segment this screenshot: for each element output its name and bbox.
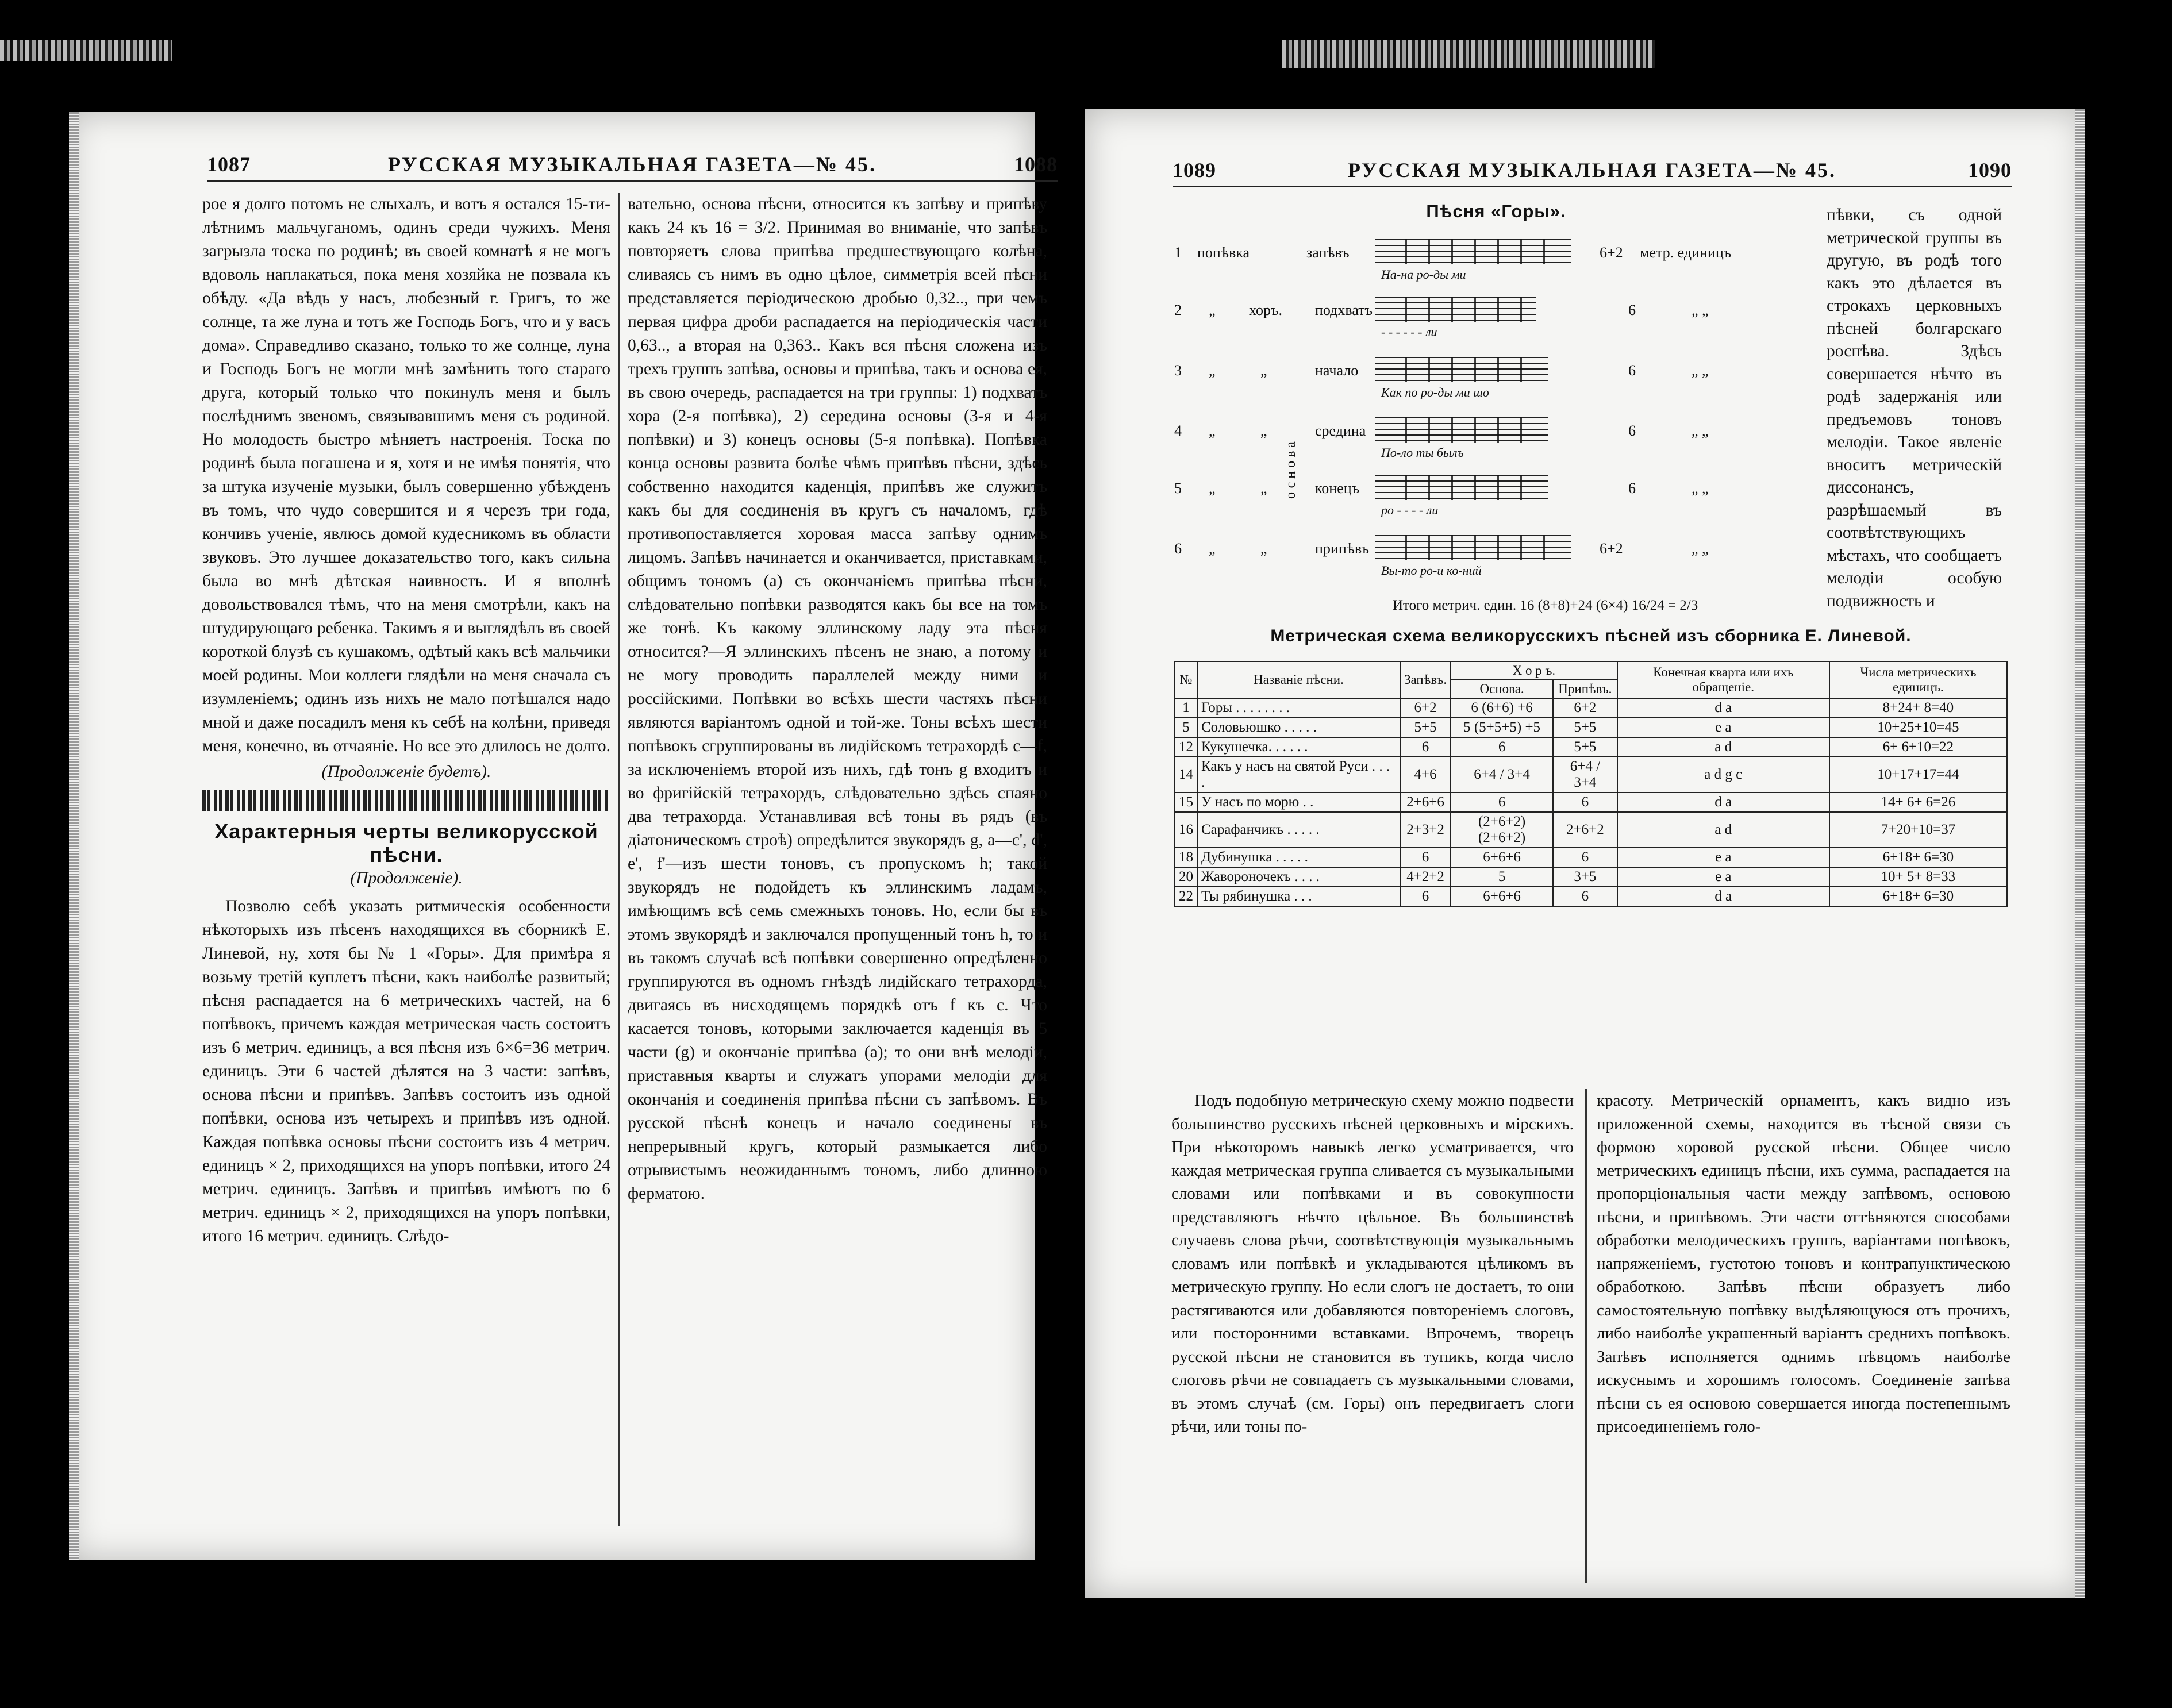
page-edge — [2075, 109, 2085, 1598]
table-row — [1175, 793, 2007, 812]
osnova-label: основа — [1283, 438, 1298, 499]
table-row — [1175, 812, 2007, 848]
table-row — [1175, 887, 2007, 906]
cell-units: 10+17+17=44 — [1829, 757, 2007, 793]
cell-units: 6+ 6+10=22 — [1829, 737, 2007, 757]
section-title: Характерныя черты великорусской пѣсни. — [214, 820, 598, 867]
cell-kvarta: a d g c — [1617, 757, 1829, 793]
page-number-right: 1090 — [1968, 159, 2012, 182]
row-label: „ — [1209, 540, 1216, 557]
cell-num: 22 — [1175, 887, 1197, 906]
cell-pripev: 5+5 — [1553, 737, 1617, 757]
cell-osnova: 5 (5+5+5) +5 — [1451, 718, 1553, 737]
section-subtitle: (Продолженіе). — [350, 869, 463, 887]
cell-kvarta: e a — [1617, 848, 1829, 867]
right-page — [1085, 109, 2085, 1598]
cell-zapev: 6 — [1400, 848, 1451, 867]
header-rule — [1173, 186, 2012, 187]
cell-num: 5 — [1175, 718, 1197, 737]
row-number: 5 — [1174, 480, 1182, 497]
music-row — [1174, 420, 1824, 460]
row-count: 6 — [1628, 422, 1636, 439]
wrap-column — [1827, 204, 2002, 613]
cell-num: 12 — [1175, 737, 1197, 757]
cell-osnova: (2+6+2)(2+6+2) — [1451, 812, 1553, 848]
page-edge — [69, 112, 79, 1560]
left-page — [69, 112, 1058, 1560]
cell-num: 1 — [1175, 698, 1197, 718]
paragraph: рое я долго потомъ не слыхалъ, и вотъ я остался 15-ти-лѣтнимъ мальчуганомъ, одинъ среди чужихъ. Меня загрызла тоска по родинѣ; въ своей комнатѣ я не могъ вдоволь наплакаться, пока меня хозяйка не позвала къ обѣду. «Да вѣдь у насъ, любезный г. Григъ, то же солнце, та же луна и тотъ же Господь Богъ, что и у васъ дома». Справедливо сказано, только то же солнце, луна и Господь Богъ не могли мнѣ замѣнить того стараго друга, который только что покинулъ меня и былъ послѣднимъ звеномъ, связывавшимъ меня съ родиной. Но молодость быстро мѣняетъ настроенія. Тоска по родинѣ была погашена и я, хотя и не имѣя понятія, что за штука изученіе музыки, былъ совершенно убѣжденъ въ томъ, что чудо совершится и я черезъ три года, кончивъ ученіе, явлюсь домой кудесникомъ въ области звуковъ. Это лучшее доказательство того, какъ сильна была во мнѣ дѣтская наивность. И я вполнѣ довольствовался тѣмъ, что на меня смотрѣли, какъ на штудирующаго ребенка. Такимъ я и выглядѣлъ въ своей короткой блузѣ съ кушакомъ, одѣтый какъ всѣ мальчики моей родины. Мои коллеги глядѣли на меня сначала съ изумленіемъ; одинъ изъ нихъ не мало потѣшался надо мной и даже посадилъ меня къ себѣ на колѣни, приведя меня, конечно, въ отчаяніе. Но все это длилось не долго. — [202, 195, 611, 755]
cell-pripev: 6 — [1553, 887, 1617, 906]
row-unit: „ „ — [1692, 302, 1709, 318]
row-unit: „ „ — [1692, 422, 1709, 439]
page-header — [1173, 158, 2012, 187]
notes — [1393, 417, 1542, 443]
metric-table — [1174, 661, 2008, 907]
row-group: „ — [1260, 540, 1267, 557]
header-title: РУССКАЯ МУЗЫКАЛЬНАЯ ГАЗЕТА—№ 45. — [1347, 159, 1837, 182]
cell-name: Дубинушка . . . . . — [1197, 848, 1400, 867]
cell-zapev: 6 — [1400, 737, 1451, 757]
row-part: конецъ — [1315, 480, 1360, 497]
row-unit: „ „ — [1692, 480, 1709, 497]
music-row — [1174, 241, 1824, 282]
cell-name: Сарафанчикъ . . . . . — [1197, 812, 1400, 848]
cell-osnova: 6+6+6 — [1451, 848, 1553, 867]
row-part: начало — [1315, 362, 1359, 379]
notes — [1393, 535, 1565, 560]
row-number: 3 — [1174, 362, 1182, 379]
table-title: Метрическая схема великорусскихъ пѣсней изъ сборника Е. Линевой. — [1270, 626, 1912, 645]
paragraph: Позволю себѣ указать ритмическія особенности нѣкоторыхъ изъ пѣсенъ находящихся въ сборникѣ Е. Линевой, ну, хотя бы № 1 «Горы». Для примѣра я возьму третій куплетъ пѣсни, какъ наиболѣе развитый; пѣсня распадается на 6 метрическихъ частей, на 6 попѣвокъ, причемъ каждая метрическая часть состоитъ изъ 6 метрич. единицъ, а вся пѣсня изъ 6×6=36 метрич. единицъ. Эти 6 частей дѣлятся на 3 части: запѣвъ, основа пѣсни и припѣвъ. Запѣвъ состоитъ изъ одной попѣвки, основа изъ четырехъ и припѣвъ изъ одной. Каждая попѣвка основы пѣсни состоитъ изъ 4 метрич. единицъ × 2, приходящихся на упоръ попѣвки, итого 24 метрич. единицъ. Запѣвъ и припѣвъ имѣютъ по 6 метрич. единицъ × 2, приходящихся на упоръ попѣвки, итого 16 метрич. единицъ. Слѣдо- — [202, 897, 610, 1245]
col-header: № — [1175, 661, 1197, 698]
table-row — [1175, 698, 2007, 718]
cell-pripev: 6+4 / 3+4 — [1553, 757, 1617, 793]
notes — [1393, 357, 1542, 382]
row-group: хоръ. — [1249, 302, 1282, 318]
column-rule — [618, 193, 620, 1526]
row-count: 6 — [1628, 480, 1636, 497]
cell-name: Какъ у насъ на святой Руси . . . . — [1197, 757, 1400, 793]
lyric: На-на ро-ды ми — [1381, 267, 1466, 282]
col-header: Основа. — [1451, 680, 1553, 698]
row-number: 4 — [1174, 422, 1182, 439]
row-group: „ — [1260, 422, 1267, 439]
cell-name: Соловьюшко . . . . . — [1197, 718, 1400, 737]
scan-noise-left — [0, 40, 172, 61]
row-part: средина — [1315, 422, 1366, 439]
cell-osnova: 6+4 / 3+4 — [1451, 757, 1553, 793]
row-label: „ — [1209, 480, 1216, 497]
cell-zapev: 2+3+2 — [1400, 812, 1451, 848]
row-count: 6 — [1628, 362, 1636, 379]
paragraph: вательно, основа пѣсни, относится къ запѣву и припѣву какъ 24 къ 16 = 3/2. Принимая во вниманіе, что запѣвъ повторяетъ слова припѣва предшествующаго колѣна, сливаясь съ нимъ въ одно цѣлое, симметрія всей пѣсни представляется періодическою дробью 0,32.., при чемъ первая цифра дроби распадается на періодическія части 0,63.., а вторая на 0,363.. Какъ вся пѣсня сложена изъ трехъ группъ запѣва, основы и припѣва, такъ и основа ея, въ свою очередь, распадается на три группы: 1) подхватъ хора (2-я попѣвка), 2) середина основы (3-я и 4-я попѣвки) и 3) конецъ основы (5-я попѣвка). Попѣвка конца основы развита болѣе чѣмъ припѣвъ пѣсни, здѣсь собственно находится каденція, припѣвъ же служитъ какъ бы для соединенія въ кругъ съ началомъ, гдѣ противопоставляется хоровая масса запѣву однимъ лицомъ. Запѣвъ начинается и оканчивается, приставками, общимъ тономъ (a) съ окончаніемъ припѣва пѣсни, слѣдовательно попѣвки разводятся какъ бы все на томъ же тонѣ. Къ какому эллинскому ладу эта пѣсня относится?—Я эллинскихъ пѣсенъ не знаю, а потому и не могу проводить параллелей между ними и россійскими. Попѣвки во всѣхъ шести частяхъ пѣсни являются варіантомъ одной и той-же. Тоны всѣхъ шести попѣвокъ сгруппированы въ лидійскомъ тетрахордѣ c—f, за исключеніемъ второй изъ нихъ, гдѣ тонъ g входитъ и во фригійскій тетрахордъ, слѣдовательно здѣсь спаяно два тетрахорда. Устанавливая всѣ тоны въ рядъ (въ діатоническомъ строѣ) опредѣлится звукорядъ g, a—c', d', e', f'—изъ шести тоновъ, съ пропускомъ h; такой звукорядъ не подойдетъ къ эллинскимъ ладамъ, имѣющимъ всѣ семь смежныхъ тоновъ. Но, если бы въ этомъ звукорядѣ и заключался пропущенный тонъ h, то и въ такомъ случаѣ всѣ попѣвки совершенно опредѣленно группируются въ одномъ гнѣздѣ лидійскаго тетрахорда, двигаясь въ нисходящемъ порядкѣ отъ f къ c. Что касается тоновъ, которыми заключается каденція въ 5 части (g) и окончаніе припѣва (a); то они внѣ мелодіи, приставныя кварты и служатъ упорами мелодіи для окончанія и соединенія припѣва пѣсни съ запѣвомъ. Въ русской пѣснѣ конецъ и начало соединены въ непрерывный кругъ, который размыкается либо отрывистымъ неожиданнымъ тономъ, либо длинною ферматою. — [628, 195, 1047, 1203]
table-header-row — [1175, 661, 2007, 680]
lyric: ро - - - - ли — [1381, 503, 1439, 517]
music-row — [1174, 299, 1824, 339]
col-header: Припѣвъ. — [1553, 680, 1617, 698]
cell-kvarta: d a — [1617, 887, 1829, 906]
ornament-divider — [202, 790, 610, 811]
music-row — [1174, 477, 1824, 517]
cell-units: 6+18+ 6=30 — [1829, 887, 2007, 906]
cell-units: 14+ 6+ 6=26 — [1829, 793, 2007, 812]
cell-zapev: 5+5 — [1400, 718, 1451, 737]
cell-osnova: 5 — [1451, 867, 1553, 887]
column-rule — [1585, 1089, 1587, 1583]
cell-pripev: 6 — [1553, 848, 1617, 867]
cell-name: Жавороночекъ . . . . — [1197, 867, 1400, 887]
row-part: припѣвъ — [1315, 540, 1369, 557]
scan-noise-right — [1282, 40, 1655, 68]
lyric: По-ло ты былъ — [1381, 445, 1464, 460]
cell-kvarta: e a — [1617, 867, 1829, 887]
paragraph: красоту. Метрическій орнаментъ, какъ видно изъ приложенной схемы, находится въ тѣсной связи съ формою хоровой русской пѣсни. Общее число метрическихъ единицъ пѣсни, ихъ сумма, распадается на пропорціональныя части между запѣвомъ, основою пѣсни, и припѣвомъ. Эти части оттѣняются способами обработки мелодическихъ группъ, варіантами попѣвокъ, напряженіемъ, густотою тоновъ и контрапунктическою обработкою. Запѣвъ пѣсни образуетъ либо самостоятельную попѣвку выдѣляющуюся отъ прочихъ, либо наиболѣе украшенный варіантъ среднихъ попѣвокъ. Запѣвъ исполняется однимъ пѣвцомъ наиболѣе искуснымъ и хорошимъ голосомъ. Соединеніе запѣва пѣсни съ ея основою совершается иногда постепеннымъ присоединеніемъ голо- — [1597, 1091, 2010, 1436]
col-header: Х о р ъ. — [1451, 661, 1617, 680]
scan-background — [0, 0, 2172, 86]
col-header: Запѣвъ. — [1400, 661, 1451, 698]
cell-name: Горы . . . . . . . . — [1197, 698, 1400, 718]
cell-pripev: 3+5 — [1553, 867, 1617, 887]
row-unit: „ „ — [1692, 540, 1709, 557]
cell-pripev: 6 — [1553, 793, 1617, 812]
cell-num: 16 — [1175, 812, 1197, 848]
cell-num: 18 — [1175, 848, 1197, 867]
row-unit: метр. единицъ — [1640, 244, 1732, 261]
row-number: 1 — [1174, 244, 1182, 261]
row-count: 6 — [1628, 302, 1636, 318]
col-header: Числа метрическихъ единицъ. — [1829, 661, 2007, 698]
table-row — [1175, 848, 2007, 867]
cell-name: У насъ по морю . . — [1197, 793, 1400, 812]
cell-name: Ты рябинушка . . . — [1197, 887, 1400, 906]
notes — [1393, 297, 1531, 322]
col-header: Конечная кварта или ихъ обращеніе. — [1617, 661, 1829, 698]
cell-num: 20 — [1175, 867, 1197, 887]
right-column-1 — [1171, 1089, 1574, 1438]
row-label: „ — [1209, 302, 1216, 318]
row-group: „ — [1260, 362, 1267, 379]
cell-osnova: 6 (6+6) +6 — [1451, 698, 1553, 718]
cell-name: Кукушечка. . . . . . — [1197, 737, 1400, 757]
page-header — [207, 152, 1058, 181]
cell-units: 8+24+ 8=40 — [1829, 698, 2007, 718]
page-number-left: 1089 — [1173, 159, 1216, 182]
cell-units: 10+25+10=45 — [1829, 718, 2007, 737]
header-rule — [207, 180, 1058, 182]
music-row — [1174, 359, 1824, 399]
lyric: Как по ро-ды ми шо — [1381, 385, 1489, 399]
table-row — [1175, 867, 2007, 887]
row-unit: „ „ — [1692, 362, 1709, 379]
notes — [1393, 239, 1565, 264]
cell-pripev: 5+5 — [1553, 718, 1617, 737]
row-number: 2 — [1174, 302, 1182, 318]
lyric: - - - - - - ли — [1381, 325, 1437, 339]
table-row — [1175, 718, 2007, 737]
col-header: Названіе пѣсни. — [1197, 661, 1400, 698]
cell-zapev: 6+2 — [1400, 698, 1451, 718]
cell-osnova: 6+6+6 — [1451, 887, 1553, 906]
row-part: подхватъ — [1315, 302, 1373, 318]
cell-num: 15 — [1175, 793, 1197, 812]
cell-pripev: 2+6+2 — [1553, 812, 1617, 848]
cell-units: 10+ 5+ 8=33 — [1829, 867, 2007, 887]
page-number-left: 1087 — [207, 153, 251, 176]
paragraph: Подъ подобную метрическую схему можно подвести большинство русскихъ пѣсней церковныхъ и мірскихъ. При нѣкоторомъ навыкѣ легко усматривается, что каждая метрическая группа сливается съ музыкальными словами или попѣвками и въ совокупности представляютъ нѣчто цѣльное. Въ большинствѣ случаевъ слова рѣчи, соотвѣтствующія музыкальнымъ словамъ или попѣвкѣ и укладываются цѣликомъ въ метрическую группу. Но если слогъ не достаетъ, то они растягиваются или добавляются повтореніемъ слоговъ, или посторонними вставками. Впрочемъ, творецъ русской пѣсни не становится въ тупикъ, когда число слоговъ рѣчи не совпадаетъ съ музыкальными словами, въ этомъ случаѣ (см. Горы) онъ передвигаетъ слоги рѣчи, или тоны по- — [1171, 1091, 1574, 1436]
cell-units: 7+20+10=37 — [1829, 812, 2007, 848]
cell-num: 14 — [1175, 757, 1197, 793]
music-total: Итого метрич. един. 16 (8+8)+24 (6×4) 16/24 = 2/3 — [1393, 598, 1698, 613]
row-label: попѣвка — [1197, 244, 1250, 261]
row-label: „ — [1209, 422, 1216, 439]
cell-zapev: 4+2+2 — [1400, 867, 1451, 887]
cell-kvarta: d a — [1617, 793, 1829, 812]
row-number: 6 — [1174, 540, 1182, 557]
left-column-2 — [628, 193, 1047, 1206]
notes — [1393, 475, 1542, 500]
paragraph: пѣвки, съ одной метрической группы въ другую, въ родѣ того какъ это дѣлается въ строкахъ церковныхъ пѣсней болгарскаго роспѣва. Здѣсь совершается нѣчто въ родѣ задержанія или предъемовъ тоновъ мелодіи. Такое явленіе вноситъ метрическій диссонансъ, разрѣшаемый въ соотвѣтствующихъ мѣстахъ, что сообщаетъ мелодіи особую подвижность и — [1827, 206, 2002, 610]
row-count: 6+2 — [1600, 540, 1623, 557]
cell-kvarta: a d — [1617, 737, 1829, 757]
table-row — [1175, 757, 2007, 793]
cell-osnova: 6 — [1451, 737, 1553, 757]
cell-kvarta: d a — [1617, 698, 1829, 718]
left-column-1 — [202, 193, 610, 1248]
song-title: Пѣсня «Горы». — [1426, 201, 1566, 221]
page-number-right: 1088 — [1014, 153, 1058, 176]
cell-kvarta: e a — [1617, 718, 1829, 737]
row-part: запѣвъ — [1306, 244, 1350, 261]
music-row — [1174, 537, 1824, 578]
cell-zapev: 6 — [1400, 887, 1451, 906]
lyric: Вы-то ро-и ко-ний — [1381, 563, 1482, 578]
row-group: „ — [1260, 480, 1267, 497]
cell-zapev: 4+6 — [1400, 757, 1451, 793]
header-title: РУССКАЯ МУЗЫКАЛЬНАЯ ГАЗЕТА—№ 45. — [387, 153, 877, 176]
cell-osnova: 6 — [1451, 793, 1553, 812]
row-label: „ — [1209, 362, 1216, 379]
cell-units: 6+18+ 6=30 — [1829, 848, 2007, 867]
cell-zapev: 2+6+6 — [1400, 793, 1451, 812]
continued-note: (Продолженіе будетъ). — [321, 763, 491, 781]
row-count: 6+2 — [1600, 244, 1623, 261]
right-column-2 — [1597, 1089, 2010, 1438]
cell-kvarta: a d — [1617, 812, 1829, 848]
table-row — [1175, 737, 2007, 757]
cell-pripev: 6+2 — [1553, 698, 1617, 718]
